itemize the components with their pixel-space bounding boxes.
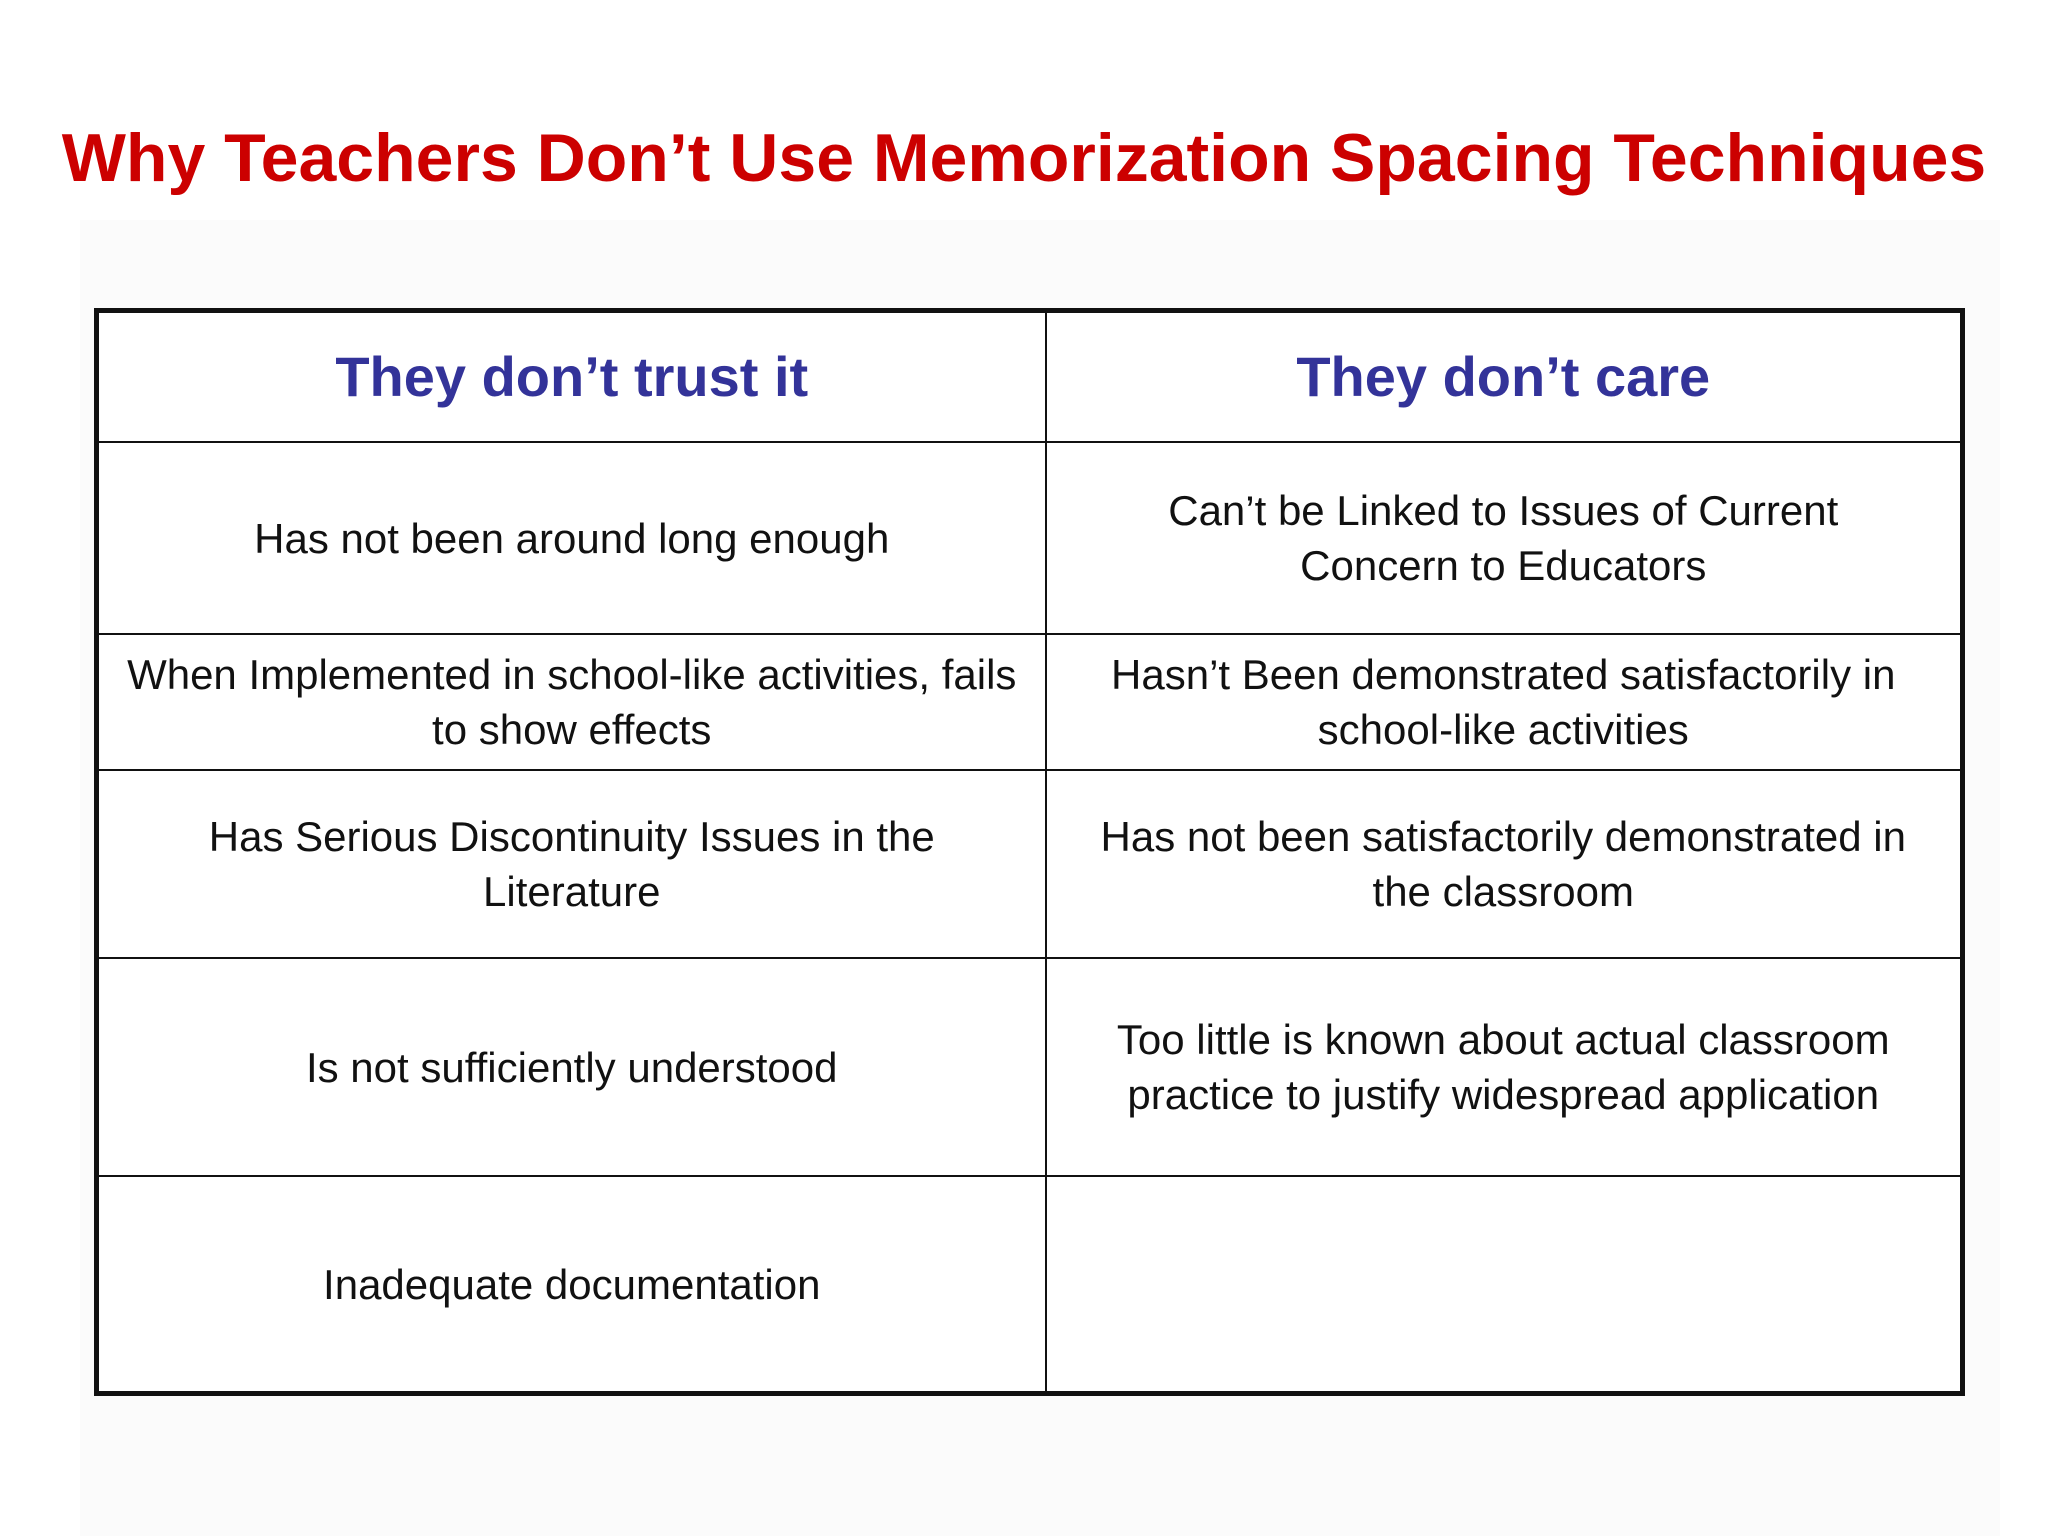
table-cell-care	[1046, 958, 1963, 1176]
cell-text: Is not sufficiently understood	[305, 1043, 838, 1091]
table-cell-care	[1046, 770, 1963, 958]
table-cell-trust	[97, 770, 1046, 958]
table-cell-trust	[97, 1176, 1046, 1394]
table-row	[97, 634, 1963, 770]
cell-text: Has not been satisfactorily demonstrated in the classroom	[1100, 813, 1906, 915]
cell-text: Has not been around long enough	[254, 514, 890, 562]
table-row	[97, 958, 1963, 1176]
cell-text: Hasn’t Been demonstrated satisfactorily in school-like activities	[1111, 651, 1896, 753]
table-row	[97, 442, 1963, 634]
cell-text: Too little is known about actual classroom practice to justify widespread application	[1116, 1016, 1890, 1118]
column-header-dont-trust: They don’t trust it	[97, 311, 1046, 443]
table-cell-trust	[97, 634, 1046, 770]
slide-title: Why Teachers Don’t Use Memorization Spacing Techniques	[61, 120, 1987, 196]
table-cell-care	[1046, 442, 1963, 634]
table-cell-trust	[97, 442, 1046, 634]
cell-text: When Implemented in school-like activities, fails to show effects	[127, 651, 1017, 753]
header-row	[97, 311, 1963, 443]
table-row	[97, 770, 1963, 958]
column-header-dont-care: They don’t care	[1046, 311, 1963, 443]
reasons-table	[94, 308, 1965, 1396]
cell-text: Inadequate documentation	[323, 1260, 821, 1308]
table-row	[97, 1176, 1963, 1394]
cell-text: Can’t be Linked to Issues of Current Concern to Educators	[1168, 487, 1839, 589]
table-cell-care-empty	[1046, 1176, 1963, 1394]
table-cell-care	[1046, 634, 1963, 770]
cell-text: Has Serious Discontinuity Issues in the Literature	[208, 813, 935, 915]
table-cell-trust	[97, 958, 1046, 1176]
